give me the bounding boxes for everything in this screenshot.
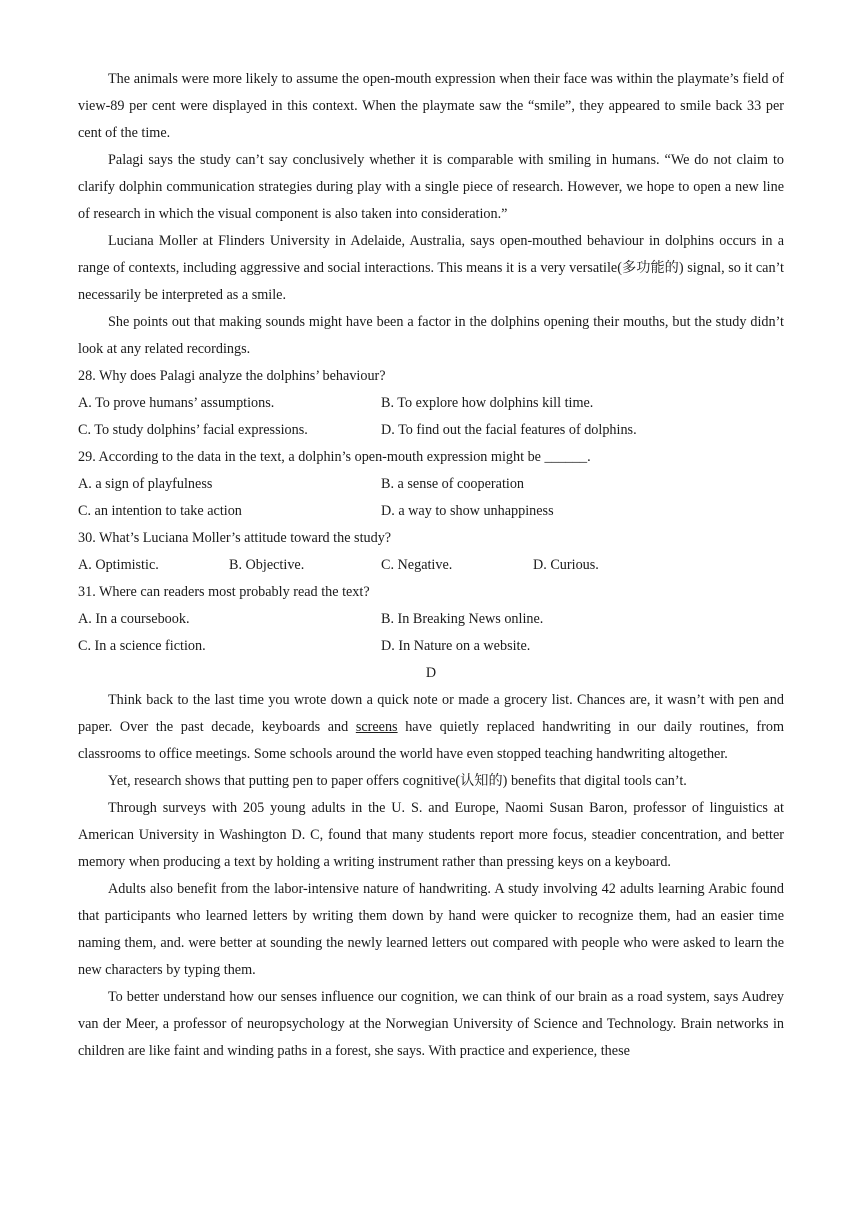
- option-a: A. a sign of playfulness: [78, 476, 213, 492]
- option-b: B. In Breaking News online.: [381, 611, 544, 627]
- question-options-row: [78, 606, 784, 633]
- underlined-word: screens: [355, 719, 398, 735]
- passage-d-text: have quietly replaced handwriting in our daily routines, from classrooms to office meetings. Some schools around the world have even stopped teaching handwriting altogether.: [78, 719, 784, 762]
- passage-c-paragraph-1: The animals were more likely to assume the open-mouth expression when their face was within the playmate’s field of view-89 per cent were displayed in this context. When the playmate saw the “smile”, they appeared to smile back 33 per cent of the time.: [78, 71, 784, 141]
- option-b: B. Objective.: [229, 557, 305, 573]
- question-options-row: [78, 417, 784, 444]
- option-d: D. Curious.: [533, 557, 599, 573]
- question-options-row: [78, 498, 784, 525]
- question-31: [78, 579, 784, 660]
- option-c: C. an intention to take action: [78, 503, 242, 519]
- question-stem: 28. Why does Palagi analyze the dolphins’ behaviour?: [78, 368, 386, 384]
- option-b: B. To explore how dolphins kill time.: [381, 395, 594, 411]
- question-stem: 31. Where can readers most probably read the text?: [78, 584, 370, 600]
- option-c: C. In a science fiction.: [78, 638, 206, 654]
- option-b: B. a sense of cooperation: [381, 476, 525, 492]
- passage-c-paragraph-4: She points out that making sounds might have been a factor in the dolphins opening their mouths, but the study didn’t look at any related recordings.: [78, 314, 784, 357]
- section-heading-d: D: [425, 665, 437, 681]
- passage-d-paragraph-2: Yet, research shows that putting pen to paper offers cognitive(认知的) benefits that digital tools can’t.: [108, 773, 687, 789]
- question-options-row: [78, 633, 784, 660]
- passage-d-text: Think back to the last time you wrote down a quick note or made a grocery list. Chances are, it wasn’t with pen and paper. Over the past decade, keyboards and: [78, 692, 784, 735]
- option-d: D. a way to show unhappiness: [381, 503, 554, 519]
- passage-d-paragraph-3: Through surveys with 205 young adults in the U. S. and Europe, Naomi Susan Baron, professor of linguistics at American University in Washington D. C, found that many students report more focus, steadier concentration, and better memory when producing a text by holding a writing instrument rather than pressing keys on a keyboard.: [78, 800, 784, 870]
- option-d: D. To find out the facial features of dolphins.: [381, 422, 637, 438]
- option-a: A. Optimistic.: [78, 557, 159, 573]
- passage-d-paragraph-5: To better understand how our senses influence our cognition, we can think of our brain as a road system, says Audrey van der Meer, a professor of neuropsychology at the Norwegian University of Science and Technology. Brain networks in children are like faint and winding paths in a forest, she says. With practice and experience, these: [78, 989, 784, 1059]
- question-stem: 30. What’s Luciana Moller’s attitude toward the study?: [78, 530, 392, 546]
- passage-d-paragraph-4: Adults also benefit from the labor-intensive nature of handwriting. A study involving 42 adults learning Arabic found that participants who learned letters by writing them down by hand were quicker to recognize them, had an easier time naming them, and. were better at sounding the newly learned letters out compared with people who were asked to learn the new characters by typing them.: [78, 881, 784, 978]
- question-stem: 29. According to the data in the text, a dolphin’s open-mouth expression might be ______.: [78, 449, 591, 465]
- question-30: [78, 525, 784, 579]
- option-d: D. In Nature on a website.: [381, 638, 531, 654]
- question-options-row: [78, 471, 784, 498]
- document-page: [78, 66, 784, 1065]
- passage-c-paragraph-2: Palagi says the study can’t say conclusively whether it is comparable with smiling in humans. “We do not claim to clarify dolphin communication strategies during play with a single piece of research. However, we hope to open a new line of research in which the visual component is also taken into consideration.”: [78, 152, 784, 222]
- passage-c-paragraph-3: Luciana Moller at Flinders University in Adelaide, Australia, says open-mouthed behaviour in dolphins occurs in a range of contexts, including aggressive and social interactions. This means it is a very versatile(多功能的) signal, so it can’t necessarily be interpreted as a smile.: [78, 233, 784, 303]
- option-c: C. Negative.: [381, 557, 453, 573]
- question-options-row: [78, 552, 784, 579]
- option-a: A. To prove humans’ assumptions.: [78, 395, 275, 411]
- question-29: [78, 444, 784, 525]
- question-options-row: [78, 390, 784, 417]
- option-a: A. In a coursebook.: [78, 611, 190, 627]
- question-28: [78, 363, 784, 444]
- option-c: C. To study dolphins’ facial expressions.: [78, 422, 308, 438]
- passage-d-paragraph-1: [78, 687, 784, 768]
